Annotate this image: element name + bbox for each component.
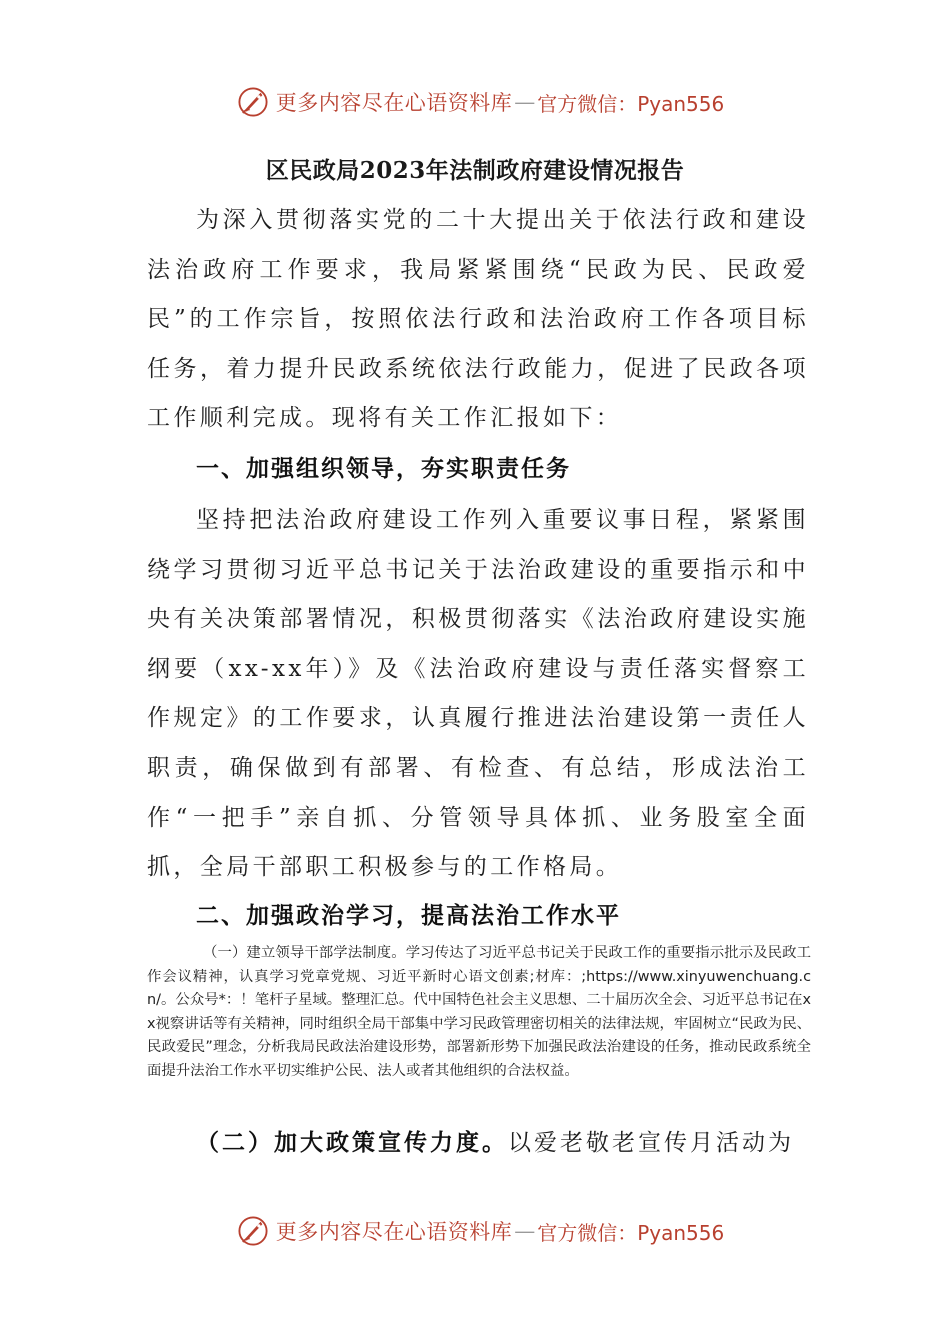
banner-slogan: 更多内容尽在心语资料库 — [275, 91, 513, 115]
quill-logo-icon — [236, 1214, 270, 1248]
document-title: 区民政局2023年法制政府建设情况报告 — [265, 157, 685, 184]
footer-banner-content — [226, 1214, 725, 1248]
banner-dash: — — [514, 90, 536, 114]
section-2-heading: 二、加强政治学习，提高法治工作水平 — [196, 902, 621, 929]
intro-paragraph: 为深入贯彻落实党的二十大提出关于依法行政和建设法治政府工作要求，我局紧紧围绕“民政为民、民政爱民”的工作宗旨，按照依法行政和法治政府工作各项目标任务，着力提升民政系统依法行政能力，促进了民政各项工作顺利完成。现将有关工作汇报如下： — [147, 207, 809, 432]
subsection-2-lead: （二）加大政策宣传力度。 — [196, 1129, 508, 1156]
header-banner-content — [226, 85, 725, 119]
section-1-heading: 一、加强组织领导，夯实职责任务 — [196, 455, 571, 482]
banner-dash: — — [514, 1219, 536, 1243]
header-banner — [0, 82, 950, 122]
subsection-2-text: 以爱老敬老宣传月活动为 — [508, 1130, 794, 1156]
section-2-subsection-1: （一）建立领导干部学法制度。学习传达了习近平总书记关于民政工作的重要指示批示及民政工作会议精神，认真学习党章党规、习近平新时心语文创素;材库：;https://www.xinyuwenchuang.cn/。公众号*：！笔杆子星域。整理汇总。代中国特色社会主义思想、二十届历次全会、习近平总书记在xx视察讲话等有关精神，同时组织全局干部集中学习民政管理密切相关的法律法规，牢固树立“民政为民、民政爱民”理念，分析我局民政法治建设形势，部署新形势下加强民政法治建设的任务，推动民政系统全面提升法治工作水平切实维护公民、法人或者其他组织的合法权益。 — [147, 945, 811, 1079]
quill-logo-icon — [236, 85, 270, 119]
footer-banner — [0, 1211, 950, 1251]
banner-contact: 官方微信：Pyan556 — [537, 91, 725, 116]
section-1-paragraph: 坚持把法治政府建设工作列入重要议事日程，紧紧围绕学习贯彻习近平总书记关于法治政建设的重要指示和中央有关决策部署情况，积极贯彻落实《法治政府建设实施纲要（xx-xx年）》及《法治政府建设与责任落实督察工作规定》的工作要求，认真履行推进法治建设第一责任人职责，确保做到有部署、有检查、有总结，形成法治工作“一把手”亲自抓、分管领导具体抓、业务股室全面抓，全局干部职工积极参与的工作格局。 — [147, 507, 809, 881]
banner-contact: 官方微信：Pyan556 — [537, 1220, 725, 1245]
section-2-subsection-2 — [196, 1124, 816, 1157]
banner-slogan: 更多内容尽在心语资料库 — [275, 1220, 513, 1244]
